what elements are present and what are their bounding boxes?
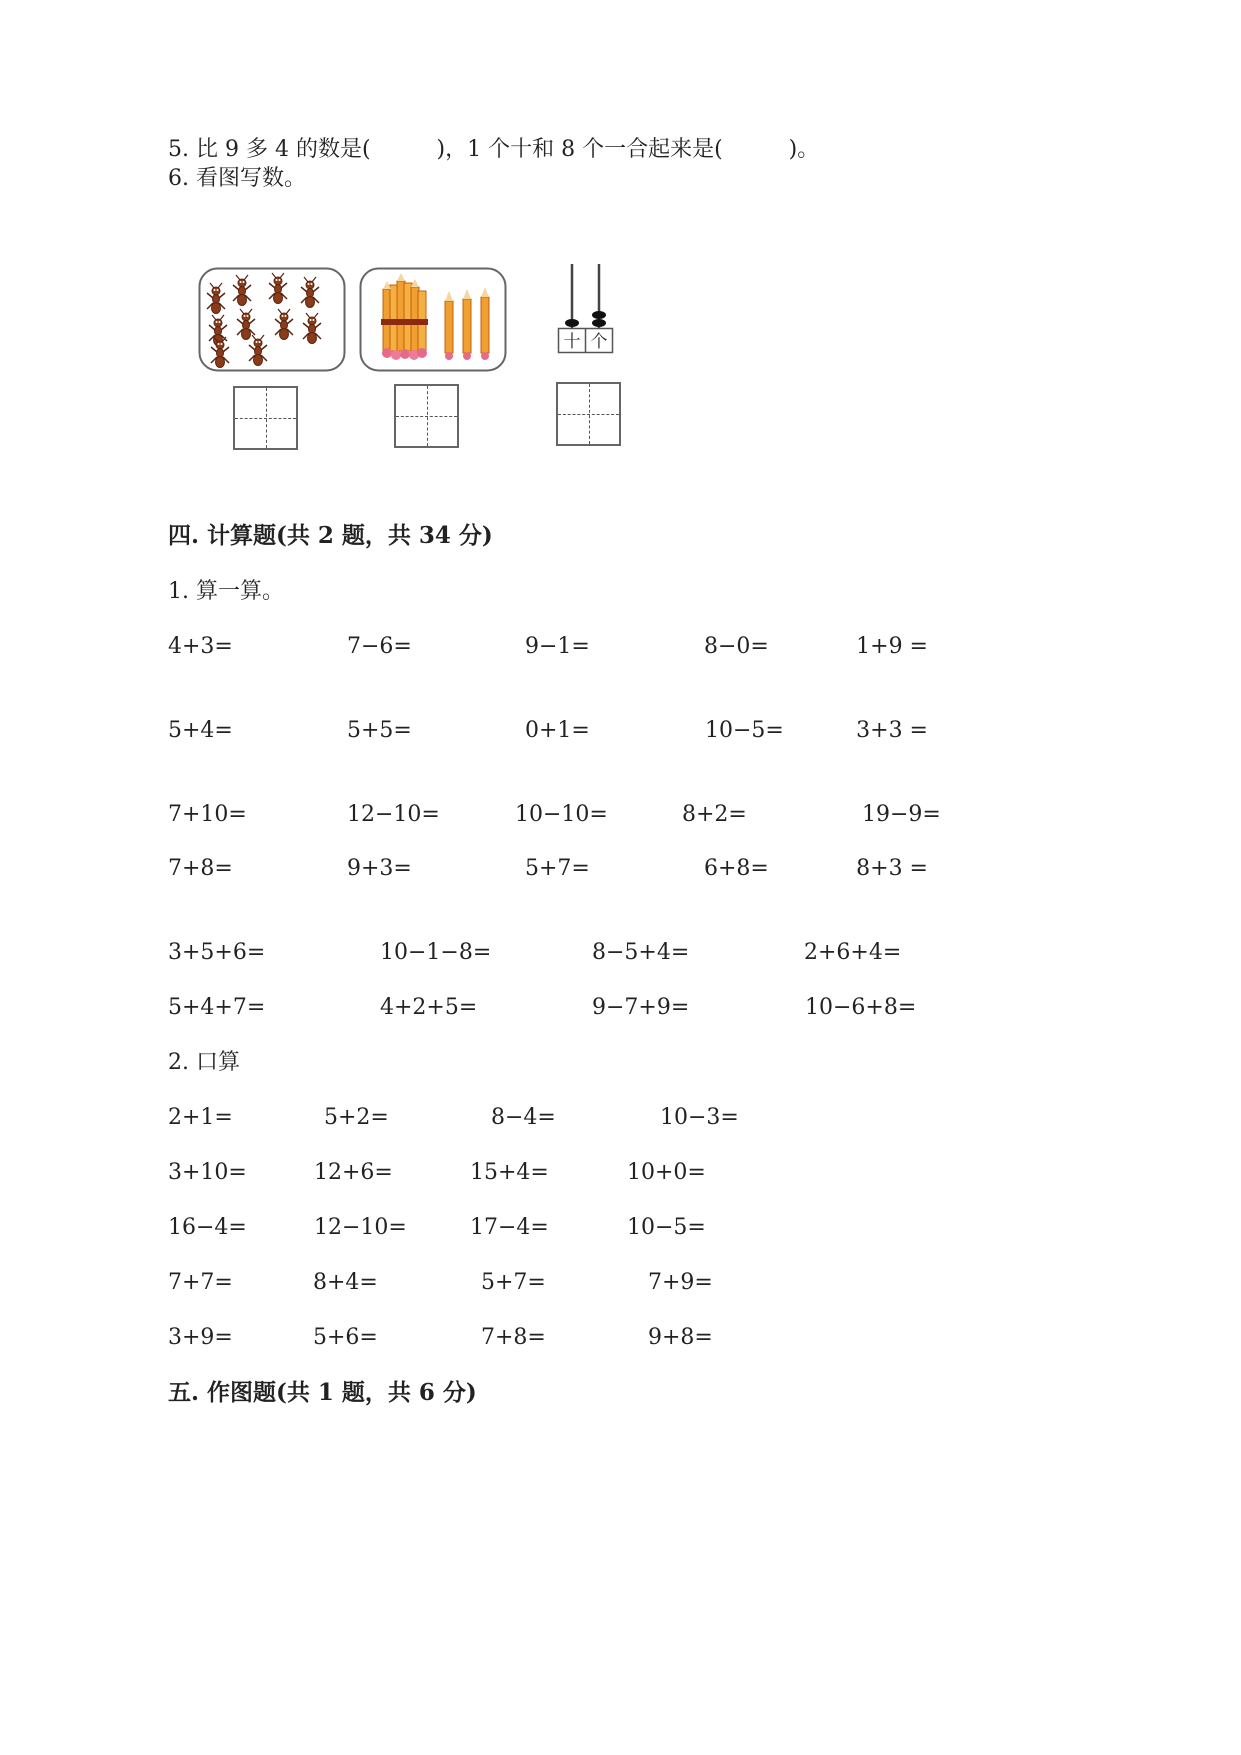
equation-wrapped: 3+3 = [856, 718, 928, 743]
equation: 10−1−8= [380, 940, 492, 965]
equation: 3+9= [168, 1325, 233, 1350]
equation: 8−4= [491, 1105, 556, 1130]
equation: 8+4= [313, 1270, 378, 1295]
equation: 8+2= [682, 802, 747, 827]
equation: 5+7= [481, 1270, 546, 1295]
equation: 17−4= [470, 1215, 549, 1240]
equation: 2+6+4= [804, 940, 902, 965]
bead-icon [592, 311, 606, 319]
equation: 7+8= [168, 856, 233, 881]
equation: 6+8= [704, 856, 769, 881]
equation: 5+2= [324, 1105, 389, 1130]
question-6: 6. 看图写数。 [168, 166, 306, 191]
part-2-title: 2. 口算 [168, 1050, 240, 1075]
equation: 7+9= [648, 1270, 713, 1295]
section-5-title: 五. 作图题(共 1 题，共 6 分) [168, 1379, 477, 1406]
equation: 0+1= [525, 718, 590, 743]
part-1-title: 1. 算一算。 [168, 579, 284, 604]
equation-wrapped: 8+3 = [856, 856, 928, 881]
equation: 5+6= [313, 1325, 378, 1350]
equation: 10−10= [515, 802, 608, 827]
pencils-picture [359, 267, 507, 372]
equation: 9+8= [648, 1325, 713, 1350]
answer-box-3[interactable] [556, 382, 621, 446]
ants-picture [198, 267, 346, 372]
section-4-title: 四. 计算题(共 2 题，共 34 分) [168, 522, 493, 549]
equation: 10−3= [660, 1105, 739, 1130]
equation: 9+3= [347, 856, 412, 881]
equation: 5+7= [525, 856, 590, 881]
equation: 16−4= [168, 1215, 247, 1240]
equation: 10−6+8= [805, 995, 917, 1020]
equation: 10+0= [627, 1160, 706, 1185]
question-5: 5. 比 9 多 4 的数是( )，1 个十和 8 个一合起来是( )。 [168, 137, 820, 162]
equation: 7+8= [481, 1325, 546, 1350]
answer-box-1[interactable] [233, 386, 298, 450]
abacus-tens-label: 十 [563, 332, 581, 352]
bead-icon [565, 319, 579, 327]
equation: 19−9= [862, 802, 941, 827]
equation: 7+7= [168, 1270, 233, 1295]
equation: 9−7+9= [592, 995, 690, 1020]
equation: 12+6= [314, 1160, 393, 1185]
equation: 3+5+6= [168, 940, 266, 965]
answer-box-2[interactable] [394, 384, 459, 448]
equation: 7+10= [168, 802, 247, 827]
equation: 9−1= [525, 634, 590, 659]
equation: 4+2+5= [380, 995, 478, 1020]
equation: 5+5= [347, 718, 412, 743]
equation: 8−0= [704, 634, 769, 659]
bead-icon [592, 319, 606, 327]
equation: 5+4+7= [168, 995, 266, 1020]
equation: 12−10= [314, 1215, 407, 1240]
equation: 5+4= [168, 718, 233, 743]
equation: 15+4= [470, 1160, 549, 1185]
equation: 7−6= [347, 634, 412, 659]
equation: 2+1= [168, 1105, 233, 1130]
equation: 4+3= [168, 634, 233, 659]
equation: 3+10= [168, 1160, 247, 1185]
equation: 10−5= [705, 718, 784, 743]
single-pencils-icon [445, 287, 489, 360]
abacus-ones-label: 个 [590, 332, 608, 352]
equation-wrapped: 1+9 = [856, 634, 928, 659]
abacus-picture [555, 262, 615, 357]
equation: 12−10= [347, 802, 440, 827]
equation: 10−5= [627, 1215, 706, 1240]
equation: 8−5+4= [592, 940, 690, 965]
